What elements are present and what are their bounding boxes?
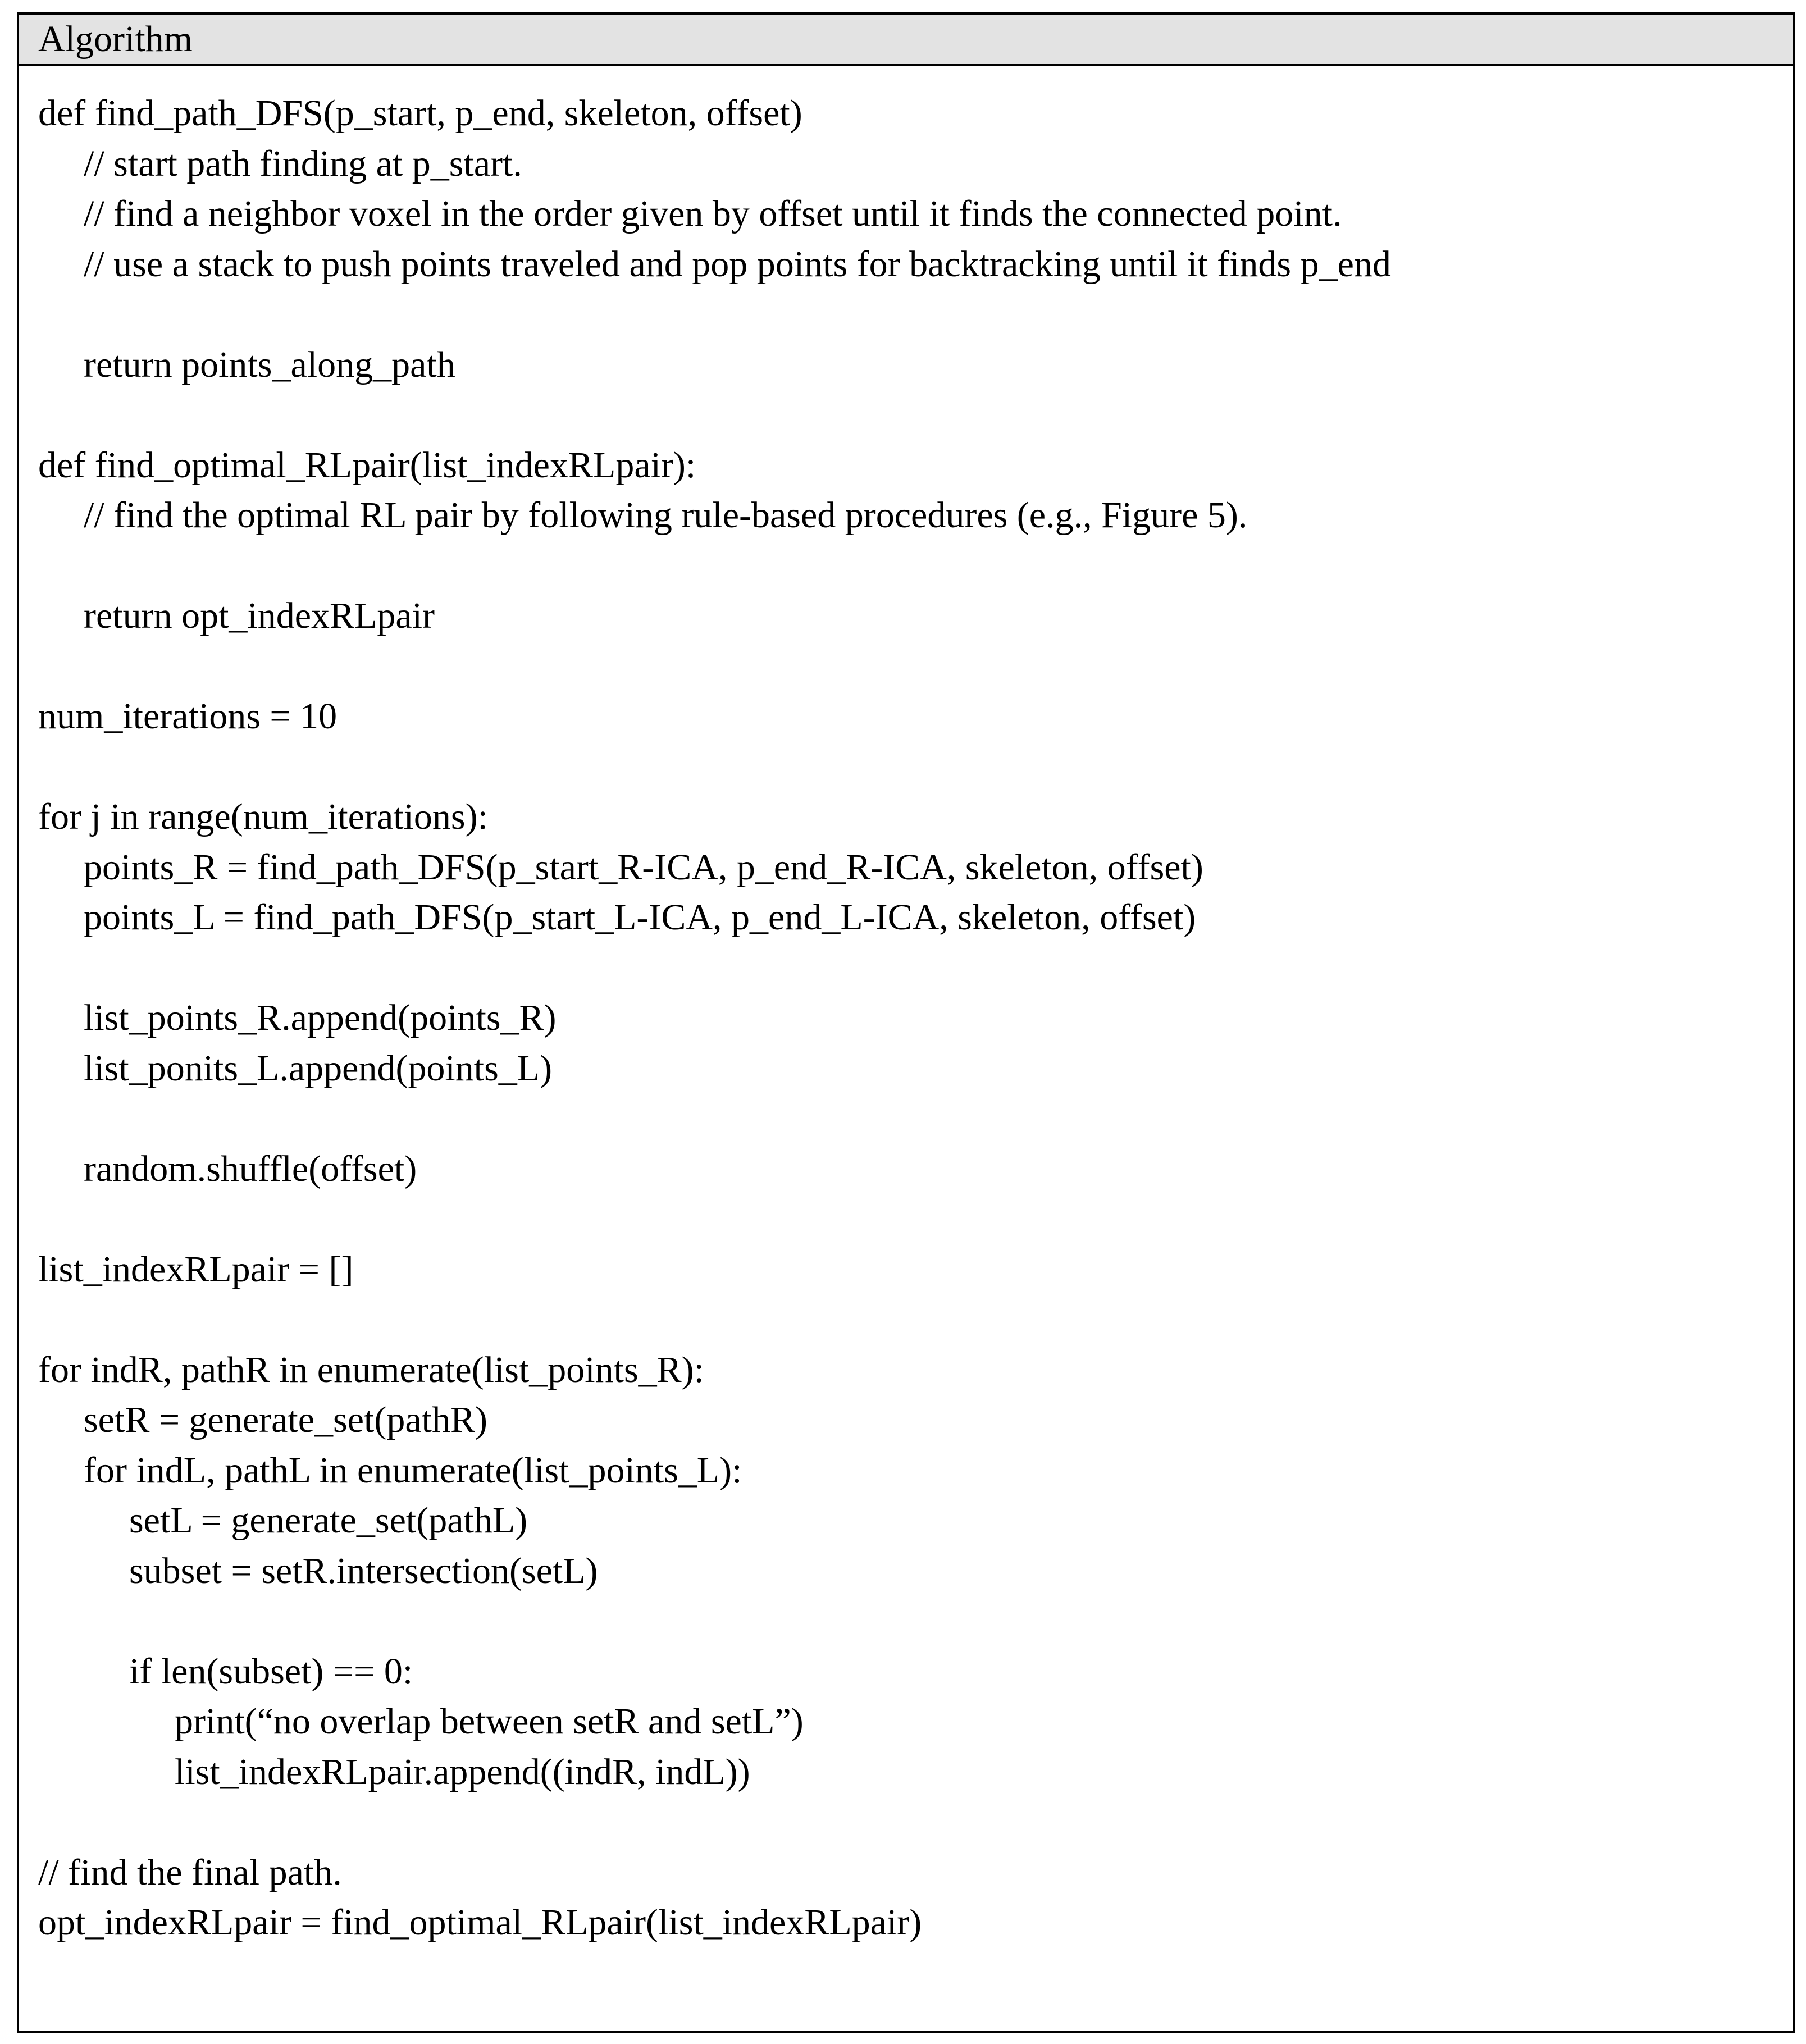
code-line: def find_optimal_RLpair(list_indexRLpair):	[38, 444, 696, 486]
code-line: random.shuffle(offset)	[84, 1148, 417, 1189]
code-line: if len(subset) == 0:	[129, 1650, 413, 1692]
code-line: list_indexRLpair = []	[38, 1248, 354, 1290]
code-line: return opt_indexRLpair	[84, 595, 435, 636]
algorithm-title: Algorithm	[38, 19, 193, 60]
code-line: for j in range(num_iterations):	[38, 796, 488, 837]
code-line: opt_indexRLpair = find_optimal_RLpair(list_indexRLpair)	[38, 1902, 922, 1943]
code-line: print(“no overlap between setR and setL”)	[175, 1701, 804, 1742]
code-line: // find the final path.	[38, 1851, 342, 1893]
code-line: setR = generate_set(pathR)	[84, 1399, 487, 1440]
code-line: for indL, pathL in enumerate(list_points_L):	[84, 1449, 742, 1491]
code-line: for indR, pathR in enumerate(list_points_R):	[38, 1349, 705, 1390]
code-line: list_ponits_L.append(points_L)	[84, 1047, 553, 1089]
code-line: list_indexRLpair.append((indR, indL))	[175, 1751, 750, 1792]
algorithm-box	[17, 12, 1795, 2033]
code-line: subset = setR.intersection(setL)	[129, 1550, 598, 1591]
code-line: def find_path_DFS(p_start, p_end, skeleton, offset)	[38, 93, 802, 134]
code-line: // use a stack to push points traveled and pop points for backtracking until it finds p_end	[84, 243, 1391, 285]
code-line: setL = generate_set(pathL)	[129, 1500, 528, 1541]
algorithm-header	[19, 15, 1793, 66]
code-line: // start path finding at p_start.	[84, 143, 522, 184]
code-line: points_L = find_path_DFS(p_start_L-ICA, p_end_L-ICA, skeleton, offset)	[84, 897, 1196, 938]
code-line: // find the optimal RL pair by following rule-based procedures (e.g., Figure 5).	[84, 495, 1248, 536]
code-line: return points_along_path	[84, 344, 455, 385]
code-line: points_R = find_path_DFS(p_start_R-ICA, p_end_R-ICA, skeleton, offset)	[84, 846, 1203, 888]
code-line: // find a neighbor voxel in the order given by offset until it finds the connected point.	[84, 193, 1342, 234]
code-line: num_iterations = 10	[38, 696, 338, 737]
code-line: list_points_R.append(points_R)	[84, 997, 557, 1038]
